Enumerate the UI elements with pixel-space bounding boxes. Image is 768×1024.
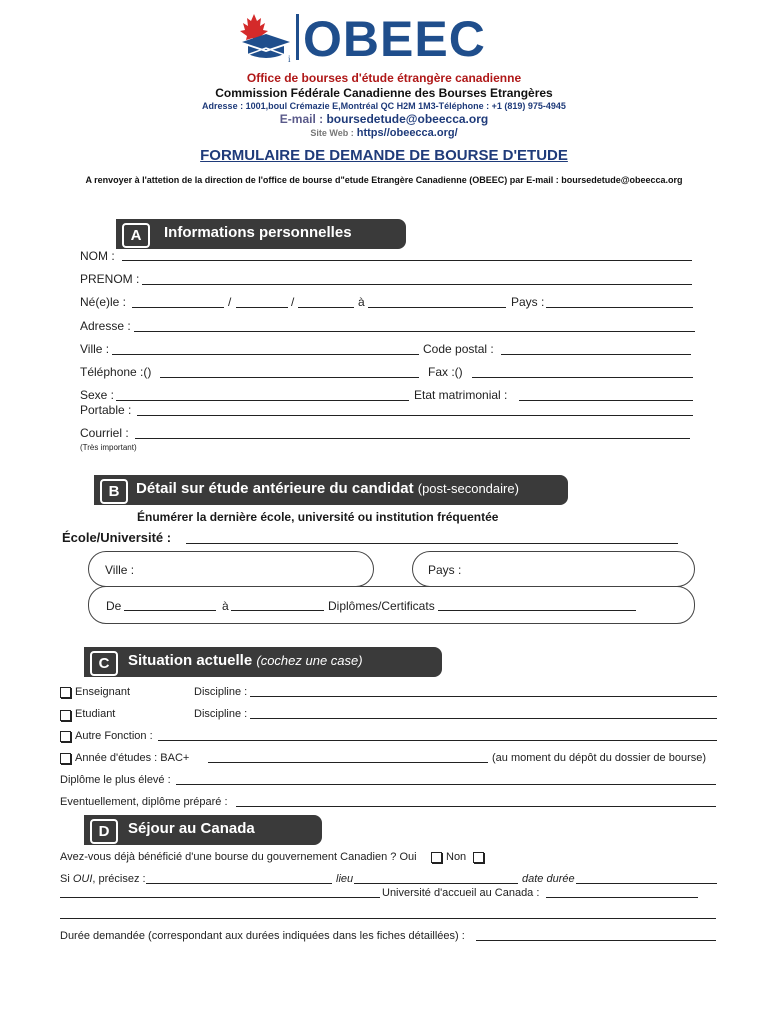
de-label: De <box>106 599 122 613</box>
courriel-note: (Très important) <box>80 443 137 452</box>
prenom-label: PRENOM : <box>80 272 140 286</box>
telephone-field[interactable] <box>160 377 419 378</box>
site-line <box>0 127 768 139</box>
de-field[interactable] <box>124 610 216 611</box>
section-d-title: Séjour au Canada <box>128 820 255 837</box>
etat-matrimonial-label: Etat matrimonial : <box>414 388 508 402</box>
enseignant-label: Enseignant <box>75 686 131 698</box>
pays-label: Pays : <box>511 295 545 309</box>
birth-place-label: à <box>358 295 365 309</box>
section-a-title: Informations personnelles <box>164 224 352 241</box>
lieu-field[interactable] <box>354 883 518 884</box>
annee-etudes-label: Année d'études : BAC+ <box>75 752 190 764</box>
universite-field[interactable] <box>546 897 698 898</box>
non-label: Non <box>446 851 467 863</box>
site-label: Site Web : <box>310 128 354 138</box>
form-title: FORMULAIRE DE DEMANDE DE BOURSE D'ETUDE <box>200 147 568 164</box>
lieu-label: lieu <box>336 873 354 885</box>
code-postal-label: Code postal : <box>423 342 494 356</box>
ville-field[interactable] <box>112 354 419 355</box>
section-b-instruction: Énumérer la dernière école, université ou institution fréquentée <box>137 510 499 524</box>
section-a-letter: A <box>122 223 150 248</box>
section-d-header <box>84 815 322 845</box>
ecole-label: École/Université : <box>62 530 172 545</box>
discipline-2-field[interactable] <box>250 718 717 719</box>
logo-text: OBEEC <box>303 11 486 67</box>
prenom-field[interactable] <box>142 284 692 285</box>
section-c-header <box>84 647 442 677</box>
section-b-title: Détail sur étude antérieure du candidat <box>136 480 414 497</box>
logo-divider <box>296 14 299 60</box>
diplome-prepare-field[interactable] <box>236 806 716 807</box>
si-oui-em: OUI <box>72 873 93 885</box>
enseignant-checkbox[interactable] <box>60 687 71 698</box>
annee-etudes-checkbox[interactable] <box>60 753 71 764</box>
adresse-field[interactable] <box>134 331 695 332</box>
portable-label: Portable : <box>80 403 132 417</box>
section-b-subtitle: (post-secondaire) <box>417 481 519 496</box>
section-c-subtitle: (cochez une case) <box>256 653 363 668</box>
section-c-title: Situation actuelle <box>128 652 253 669</box>
email-label: E-mail : <box>279 112 324 126</box>
org-name: Office de bourses d'étude étrangère canadienne <box>246 71 522 85</box>
courriel-label: Courriel : <box>80 426 129 440</box>
section-c-letter: C <box>90 651 118 676</box>
site-link[interactable]: https//obeecca.org/ <box>356 127 458 139</box>
birth-month-field[interactable] <box>236 307 288 308</box>
diplome-prepare-label: Eventuellement, diplôme préparé : <box>60 796 228 808</box>
bourse-question: Avez-vous déjà bénéficié d'une bourse du gouvernement Canadien ? Oui <box>60 851 417 863</box>
section-c-title-wrap <box>128 652 363 669</box>
diplomes-field[interactable] <box>438 610 636 611</box>
section-b-letter: B <box>100 479 128 504</box>
date-slash-1: / <box>228 295 232 309</box>
diplomes-label: Diplômes/Certificats <box>328 599 435 613</box>
si-oui-prefix: Si <box>60 873 73 885</box>
telephone-label: Téléphone :() <box>80 365 152 379</box>
a-field[interactable] <box>231 610 324 611</box>
si-oui-label <box>60 872 146 886</box>
b-ville-label: Ville : <box>105 563 135 577</box>
si-oui-suffix: , précisez : <box>92 873 146 885</box>
sexe-field[interactable] <box>116 400 409 401</box>
sexe-label: Sexe : <box>80 388 115 402</box>
section-a-header <box>116 219 406 249</box>
section-d-letter: D <box>90 819 118 844</box>
email-link[interactable]: boursedetude@obeecca.org <box>326 112 489 126</box>
commission-name: Commission Fédérale Canadienne des Bourses Etrangères <box>215 86 553 100</box>
adresse-label: Adresse : <box>80 319 131 333</box>
ecole-field[interactable] <box>186 543 678 544</box>
discipline-1-label: Discipline : <box>194 686 248 698</box>
autre-fonction-field[interactable] <box>158 740 717 741</box>
logo <box>236 12 526 66</box>
discipline-2-label: Discipline : <box>194 708 248 720</box>
nele-label: Né(e)le : <box>80 295 127 309</box>
precisez-field[interactable] <box>146 883 332 884</box>
pays-field[interactable] <box>546 307 693 308</box>
b-pays-label: Pays : <box>428 563 462 577</box>
extra-line-field[interactable] <box>60 918 716 919</box>
portable-field[interactable] <box>137 415 693 416</box>
fax-field[interactable] <box>472 377 693 378</box>
date-duree-field[interactable] <box>576 883 717 884</box>
discipline-1-field[interactable] <box>250 696 717 697</box>
duree-field[interactable] <box>476 940 716 941</box>
diplome-eleve-field[interactable] <box>176 784 716 785</box>
svg-text:i: i <box>288 54 291 64</box>
ville-label: Ville : <box>80 342 110 356</box>
duree-label: Durée demandée (correspondant aux durées indiquées dans les fiches détaillées) : <box>60 930 465 942</box>
section-b-header <box>94 475 568 505</box>
birth-year-field[interactable] <box>298 307 354 308</box>
form-instructions: A renvoyer à l'attetion de la direction de l'office de bourse d"etude Etrangère Canadienne (OBEEC) par E-mail : boursedetude@obeecca.org <box>85 175 683 185</box>
fax-label: Fax :() <box>428 365 463 379</box>
etudiant-label: Etudiant <box>75 708 116 720</box>
nom-field[interactable] <box>122 260 692 261</box>
autre-fonction-checkbox[interactable] <box>60 731 71 742</box>
date-duree-label: date durée <box>522 873 575 885</box>
universite-label: Université d'accueil au Canada : <box>382 887 540 899</box>
nom-label: NOM : <box>80 249 115 263</box>
code-postal-field[interactable] <box>501 354 691 355</box>
date-slash-2: / <box>291 295 295 309</box>
oui-checkbox[interactable] <box>431 852 442 863</box>
courriel-field[interactable] <box>135 438 690 439</box>
birth-place-field[interactable] <box>368 307 506 308</box>
universite-prefix-field[interactable] <box>60 897 380 898</box>
birth-day-field[interactable] <box>132 307 224 308</box>
diplome-eleve-label: Diplôme le plus élevé : <box>60 774 171 786</box>
maple-leaf-icon <box>236 12 298 64</box>
address-line: Adresse : 1001,boul Crémazie E,Montréal QC H2M 1M3-Téléphone : +1 (819) 975-4945 <box>202 101 566 111</box>
a-label: à <box>222 599 229 613</box>
section-b-title-wrap <box>136 480 519 497</box>
non-checkbox[interactable] <box>473 852 484 863</box>
autre-fonction-label: Autre Fonction : <box>75 730 153 742</box>
annee-etudes-note: (au moment du dépôt du dossier de bourse) <box>492 752 707 764</box>
etat-matrimonial-field[interactable] <box>519 400 693 401</box>
etudiant-checkbox[interactable] <box>60 710 71 721</box>
email-line <box>0 112 768 126</box>
annee-etudes-field[interactable] <box>208 762 488 763</box>
